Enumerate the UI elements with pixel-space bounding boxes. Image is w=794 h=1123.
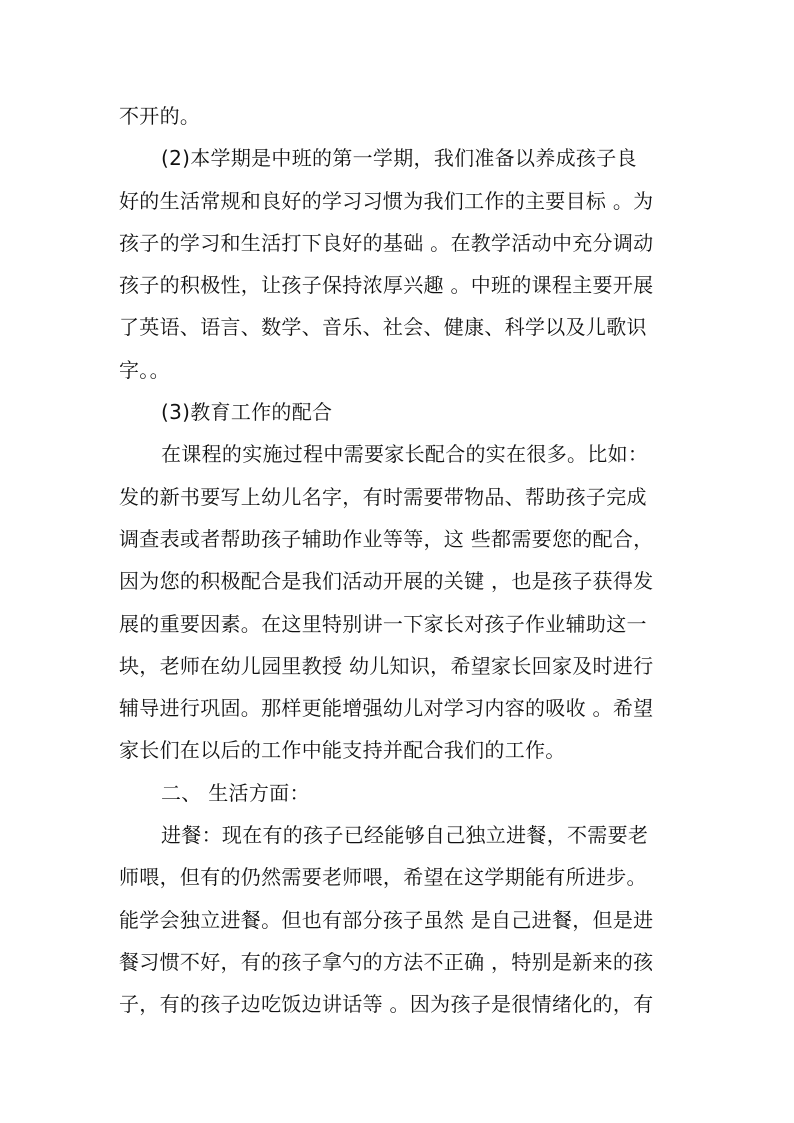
text-line: (3)教育工作的配合 (161, 400, 333, 425)
text-line: 餐习惯不好，有的孩子拿勺的方法不正确 ，特别是新来的孩 (119, 949, 654, 974)
text-line: 字。。 (119, 357, 170, 382)
text-line: 调查表或者帮助孩子辅助作业等等，这 些都需要您的配合， (119, 526, 654, 551)
text-line: 不开的。 (119, 104, 201, 128)
text-line: (2)本学期是中班的第一学期，我们准备以养成孩子良 (161, 146, 637, 171)
text-line: 因为您的积极配合是我们活动开展的关键 ，也是孩子获得发 (119, 569, 654, 594)
text-line: 好的生活常规和良好的学习习惯为我们工作的主要目标 。为 (119, 188, 654, 213)
text-line: 展的重要因素。在这里特别讲一下家长对孩子作业辅助这一 (119, 611, 647, 636)
text-line: 师喂，但有的仍然需要老师喂，希望在这学期能有所进步。 (119, 865, 647, 890)
text-line: 孩子的学习和生活打下良好的基础 。在教学活动中充分调动 (119, 230, 654, 255)
text-line: 辅导进行巩固。那样更能增强幼儿对学习内容的吸收 。希望 (119, 696, 654, 721)
text-line: 发的新书要写上幼儿名字，有时需要带物品、帮助孩子完成 (119, 484, 647, 509)
text-line: 块，老师在幼儿园里教授 幼儿知识，希望家长回家及时进行 (119, 653, 654, 678)
text-line: 了英语、语言、数学、音乐、社会、健康、科学以及儿歌识 (119, 315, 647, 340)
document-body (119, 95, 689, 1026)
text-line: 孩子的积极性，让孩子保持浓厚兴趣 。中班的课程主要开展 (119, 273, 654, 298)
text-line: 在课程的实施过程中需要家长配合的实在很多。比如： (161, 442, 649, 467)
text-line: 能学会独立进餐。但也有部分孩子虽然 是自己进餐，但是进 (119, 907, 654, 932)
text-line: 二、 生活方面： (161, 780, 310, 805)
text-line: 进餐：现在有的孩子已经能够自己独立进餐，不需要老 (161, 823, 649, 848)
text-line: 子，有的孩子边吃饭边讲话等 。因为孩子是很情绪化的，有 (119, 992, 654, 1017)
text-line: 家长们在以后的工作中能支持并配合我们的工作。 (119, 738, 566, 763)
